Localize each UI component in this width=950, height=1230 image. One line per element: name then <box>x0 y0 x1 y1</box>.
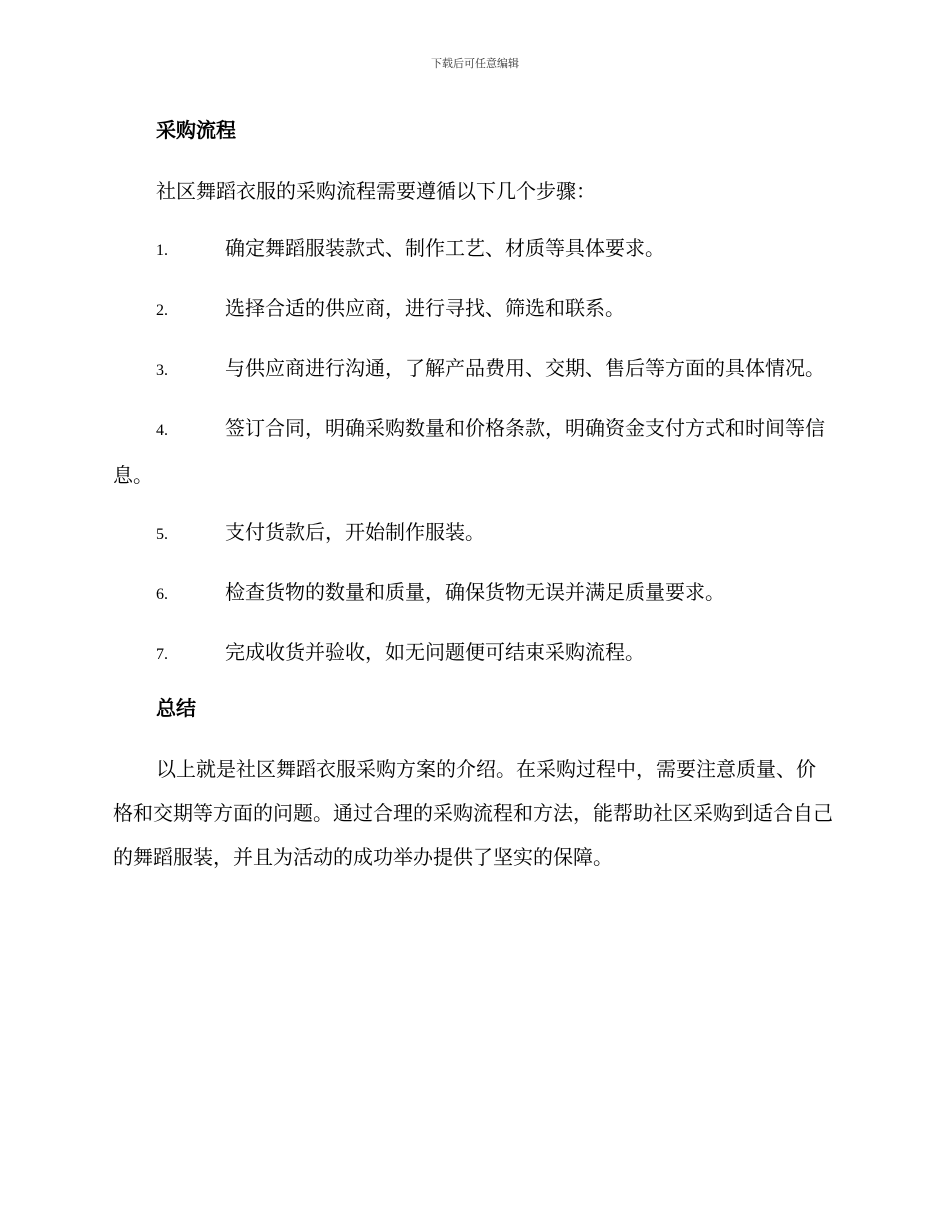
step-text: 完成收货并验收，如无问题便可结束采购流程。 <box>225 640 645 664</box>
step-text: 确定舞蹈服装款式、制作工艺、材质等具体要求。 <box>225 236 665 260</box>
summary-paragraph: 以上就是社区舞蹈衣服采购方案的介绍。在采购过程中，需要注意质量、价格和交期等方面的问题。通过合理的采购流程和方法，能帮助社区采购到适合自己的舞蹈服装，并且为活动的成功举办提供了坚实的保障。 <box>113 757 833 869</box>
step-item-7 <box>113 630 835 677</box>
step-item-5 <box>113 510 835 557</box>
step-item-3 <box>113 346 835 393</box>
step-number: 5. <box>156 526 168 543</box>
document-body <box>113 112 835 879</box>
step-item-6 <box>113 570 835 617</box>
step-text: 检查货物的数量和质量，确保货物无误并满足质量要求。 <box>225 580 725 604</box>
step-number: 3. <box>156 362 168 379</box>
step-text: 选择合适的供应商，进行寻找、筛选和联系。 <box>225 296 625 320</box>
step-item-4 <box>113 406 835 497</box>
step-item-1 <box>113 226 835 273</box>
step-number: 4. <box>156 422 168 439</box>
procurement-intro: 社区舞蹈衣服的采购流程需要遵循以下几个步骤： <box>156 179 596 203</box>
step-text: 签订合同，明确采购数量和价格条款，明确资金支付方式和时间等信息。 <box>113 416 825 487</box>
section-title-procurement: 采购流程 <box>156 118 236 142</box>
page-header-note: 下载后可任意编辑 <box>431 57 519 70</box>
step-number: 1. <box>156 242 168 259</box>
step-text: 支付货款后，开始制作服装。 <box>225 520 485 544</box>
step-item-2 <box>113 286 835 333</box>
step-text: 与供应商进行沟通，了解产品费用、交期、售后等方面的具体情况。 <box>225 356 825 380</box>
step-number: 7. <box>156 646 168 663</box>
step-number: 6. <box>156 586 168 603</box>
step-number: 2. <box>156 302 168 319</box>
section-title-summary: 总结 <box>156 696 196 720</box>
